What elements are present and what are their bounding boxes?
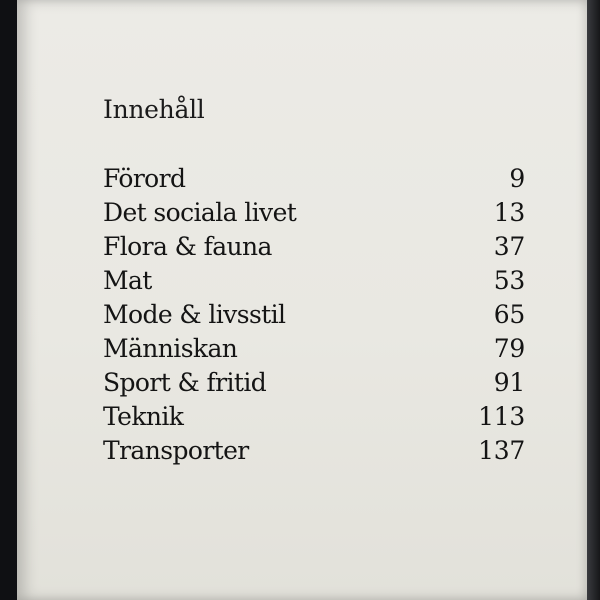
toc-entry [103, 162, 525, 196]
toc-entry-page: 65 [493, 300, 525, 329]
toc-entry-page: 9 [509, 164, 525, 193]
toc-entry-title: Människan [103, 334, 238, 363]
toc-entry-page: 79 [493, 334, 525, 363]
toc-entry-title: Förord [103, 164, 186, 193]
toc-entry-page: 91 [493, 368, 525, 397]
toc-heading: Innehåll [103, 95, 205, 124]
toc-entry-title: Transporter [103, 436, 249, 465]
toc-entry-page: 53 [493, 266, 525, 295]
toc-entry-title: Mat [103, 266, 152, 295]
toc-entry-page: 13 [493, 198, 525, 227]
toc-entry-page: 113 [478, 402, 525, 431]
toc-entry [103, 264, 525, 298]
book-page [17, 0, 587, 600]
toc-entry-title: Sport & fritid [103, 368, 267, 397]
toc-entry [103, 434, 525, 468]
toc-entry [103, 332, 525, 366]
toc-entry-page: 37 [493, 232, 525, 261]
toc-entry [103, 366, 525, 400]
toc-entry-page: 137 [478, 436, 525, 465]
toc-entry-title: Flora & fauna [103, 232, 272, 261]
book-cover-edge [587, 0, 600, 600]
toc-list [103, 162, 525, 468]
toc-entry [103, 196, 525, 230]
toc-entry [103, 230, 525, 264]
toc-entry [103, 400, 525, 434]
toc-entry-title: Mode & livsstil [103, 300, 286, 329]
toc-entry-title: Teknik [103, 402, 184, 431]
toc-entry [103, 298, 525, 332]
toc-entry-title: Det sociala livet [103, 198, 297, 227]
